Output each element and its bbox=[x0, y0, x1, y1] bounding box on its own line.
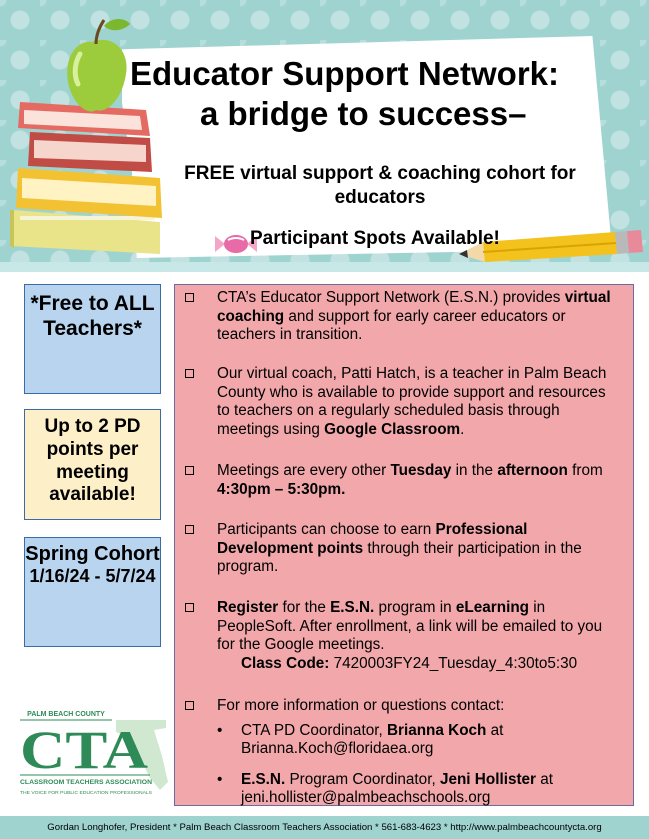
text-bold: 4:30pm – 5:30pm. bbox=[217, 480, 346, 498]
books-apple-icon bbox=[0, 10, 180, 260]
banner-subtitle: FREE virtual support & coaching cohort for educators bbox=[184, 163, 576, 208]
list-item bbox=[185, 697, 615, 808]
contact-email[interactable]: Brianna.Koch@floridaea.org bbox=[241, 740, 434, 757]
text-segment: Participants can choose to earn bbox=[217, 521, 436, 538]
footer-bar bbox=[0, 816, 649, 839]
contact-item bbox=[217, 770, 615, 808]
text-segment: in PeopleSoft. After enrollment, a link will be emailed to you for the Google meetings. bbox=[217, 599, 603, 653]
list-item bbox=[185, 599, 615, 673]
header-banner bbox=[0, 0, 649, 272]
text-segment: Meetings are every other bbox=[217, 462, 391, 479]
checkbox-bullet-icon bbox=[185, 603, 194, 612]
cta-logo bbox=[16, 706, 171, 802]
text-bold: Register bbox=[217, 599, 279, 616]
text-bold: eLearning bbox=[455, 599, 530, 616]
text-segment: and support for early career educators or teachers in transition. bbox=[217, 307, 566, 343]
logo-name-text: CLASSROOM TEACHERS ASSOCIATION bbox=[20, 779, 153, 786]
contact-item bbox=[217, 721, 615, 759]
text-segment: at bbox=[486, 721, 504, 739]
program-details-panel bbox=[174, 284, 634, 806]
contact-name: Brianna Koch bbox=[386, 721, 487, 739]
text-bold: E.S.N. bbox=[241, 770, 286, 788]
logo-top-text: PALM BEACH COUNTY bbox=[27, 711, 105, 718]
list-item-text bbox=[217, 599, 615, 655]
list-item bbox=[185, 289, 615, 345]
text-segment: Program Coordinator, bbox=[285, 770, 440, 788]
text-segment: . bbox=[460, 420, 465, 438]
class-code-line bbox=[241, 655, 615, 674]
text-bold: virtual coaching bbox=[217, 289, 611, 325]
bullet-dot-icon: • bbox=[217, 770, 223, 788]
free-teachers-box bbox=[24, 284, 161, 394]
banner-title-line1: Educator Support Network: bbox=[130, 55, 560, 92]
spring-cohort-box bbox=[24, 537, 161, 647]
text-segment: Our virtual coach, Patti Hatch, is a teacher in Palm Beach County who is available to provide support and resources to teachers on a regularly scheduled basis through meetings using bbox=[217, 365, 607, 438]
checkbox-bullet-icon bbox=[185, 369, 194, 378]
contact-email[interactable]: jeni.hollister@palmbeachschools.org bbox=[241, 789, 491, 806]
checkbox-bullet-icon bbox=[185, 701, 194, 710]
checkbox-bullet-icon bbox=[185, 525, 194, 534]
participant-spots-text: Participant Spots Available! bbox=[250, 228, 500, 249]
pd-points-box bbox=[24, 409, 161, 520]
list-item bbox=[185, 462, 615, 499]
text-bold: E.S.N. bbox=[330, 599, 375, 616]
text-bold: afternoon bbox=[497, 462, 568, 479]
text-bold: Professional Development points bbox=[217, 521, 528, 557]
text-segment: CTA PD Coordinator, bbox=[241, 721, 387, 739]
text-segment: at bbox=[536, 770, 554, 788]
text-segment: for the bbox=[278, 599, 331, 616]
text-segment: through their participation in the program. bbox=[217, 539, 582, 575]
class-code-label: Class Code: bbox=[241, 654, 330, 672]
text-bold: Google Classroom bbox=[324, 420, 461, 438]
list-item-text bbox=[217, 521, 615, 577]
list-item bbox=[185, 365, 615, 439]
banner-title-line2: a bridge to success– bbox=[200, 95, 527, 132]
free-teachers-text: *Free to ALL Teachers* bbox=[30, 292, 155, 341]
text-segment: from bbox=[567, 462, 603, 479]
spring-cohort-dates: 1/16/24 - 5/7/24 bbox=[29, 566, 156, 586]
checkbox-bullet-icon bbox=[185, 466, 194, 475]
logo-tagline-text: THE VOICE FOR PUBLIC EDUCATION PROFESSIONALS bbox=[20, 790, 152, 795]
checkbox-bullet-icon bbox=[185, 293, 194, 302]
spring-cohort-title: Spring Cohort bbox=[25, 543, 160, 565]
bullet-dot-icon: • bbox=[217, 721, 223, 739]
pd-points-text: Up to 2 PD points per meeting available! bbox=[44, 416, 141, 506]
footer-text: Gordan Longhofer, President * Palm Beach Classroom Teachers Association * 561-683-4623 * http://www.palmbeachcountycta.org bbox=[47, 822, 602, 833]
class-code-value: 7420003FY24_Tuesday_4:30to5:30 bbox=[329, 654, 578, 672]
contact-name: Jeni Hollister bbox=[439, 770, 537, 788]
text-segment: CTA’s Educator Support Network (E.S.N.) provides bbox=[217, 289, 565, 306]
list-item-text bbox=[217, 289, 615, 345]
list-item bbox=[185, 521, 615, 577]
text-bold: Tuesday bbox=[390, 462, 452, 479]
text-segment: program in bbox=[374, 599, 456, 616]
list-item-text: For more information or questions contact: bbox=[217, 697, 505, 714]
logo-main-text: CTA bbox=[20, 720, 148, 780]
text-segment: in the bbox=[451, 462, 498, 479]
list-item-text bbox=[217, 462, 615, 499]
list-item-text bbox=[217, 365, 615, 439]
